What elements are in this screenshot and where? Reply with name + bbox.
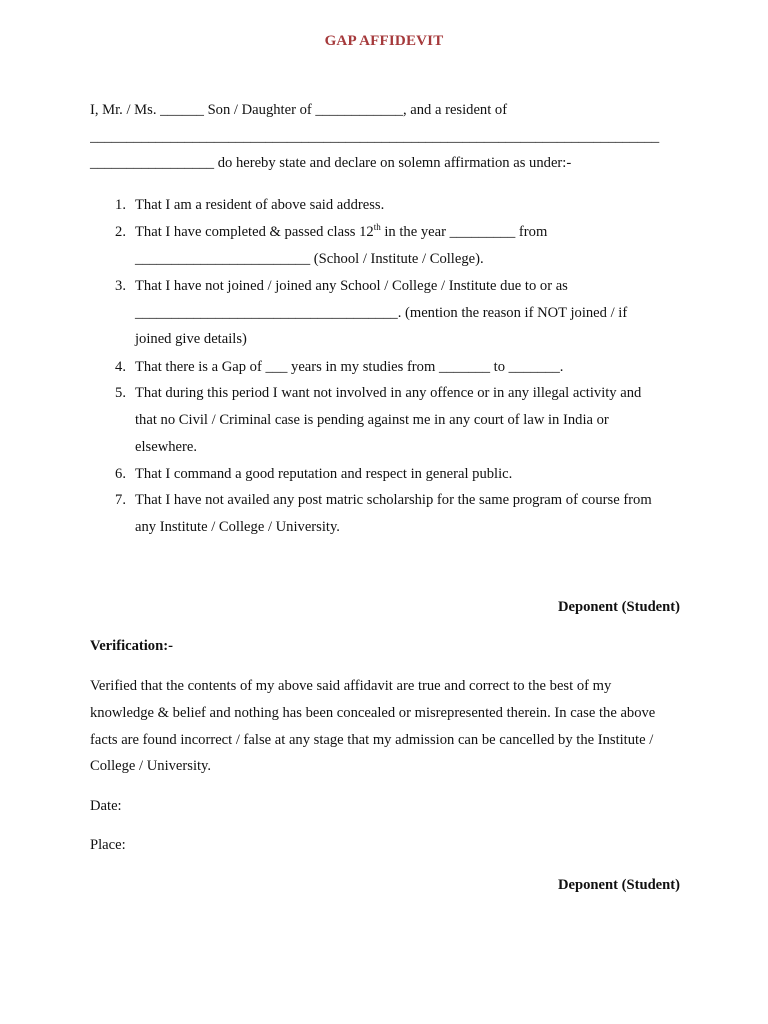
place-label: Place:: [90, 837, 126, 853]
intro-line-3: _________________ do hereby state and declare on solemn affirmation as under:-: [90, 155, 572, 171]
item-number: 3.: [115, 278, 126, 294]
item-number: 2.: [115, 224, 126, 240]
date-label: Date:: [90, 798, 122, 814]
item-3-line-1: That I have not joined / joined any School / College / Institute due to or as: [135, 278, 568, 294]
verification-line-1: Verified that the contents of my above said affidavit are true and correct to the best of my: [90, 678, 612, 694]
item-number: 4.: [115, 359, 126, 375]
item-7-line-2: any Institute / College / University.: [135, 519, 340, 535]
item-2-line-1: [135, 222, 680, 242]
deponent-signature-label-bottom: Deponent (Student): [557, 877, 680, 893]
document-title: GAP AFFIDEVIT: [324, 33, 444, 49]
deponent-signature-label: Deponent (Student): [557, 599, 680, 615]
item-3-line-2: ____________________________________. (mention the reason if NOT joined / if: [135, 305, 628, 321]
item-number: 5.: [115, 385, 126, 401]
item-5-line-3: elsewhere.: [135, 439, 197, 455]
verification-heading: Verification:-: [90, 638, 173, 654]
item-4-line-1: That there is a Gap of ___ years in my studies from _______ to _______.: [135, 359, 564, 375]
verification-line-2: knowledge & belief and nothing has been concealed or misrepresented therein. In case the above: [90, 705, 656, 721]
item-5-line-1: That during this period I want not involved in any offence or in any illegal activity and: [135, 385, 642, 401]
item-1-line-1: That I am a resident of above said address.: [135, 197, 385, 213]
item-number: 7.: [115, 492, 126, 508]
item-2-text-post: in the year _________ from: [380, 224, 548, 240]
item-number: 6.: [115, 466, 126, 482]
item-number: 1.: [115, 197, 126, 213]
item-2-text-pre: That I have completed & passed class 12: [135, 224, 374, 240]
intro-line-2: ______________________________________________________________________________: [90, 129, 660, 145]
item-3-line-3: joined give details): [135, 331, 247, 347]
intro-line-1: I, Mr. / Ms. ______ Son / Daughter of ____________, and a resident of: [90, 102, 508, 118]
item-7-line-1: That I have not availed any post matric scholarship for the same program of course from: [135, 492, 652, 508]
item-2-line-2: ________________________ (School / Institute / College).: [135, 251, 484, 267]
item-5-line-2: that no Civil / Criminal case is pending against me in any court of law in India or: [135, 412, 609, 428]
verification-line-3: facts are found incorrect / false at any stage that my admission can be cancelled by the Institute /: [90, 732, 654, 748]
item-2-superscript: th: [373, 222, 381, 233]
verification-line-4: College / University.: [90, 758, 212, 774]
item-6-line-1: That I command a good reputation and respect in general public.: [135, 466, 513, 482]
